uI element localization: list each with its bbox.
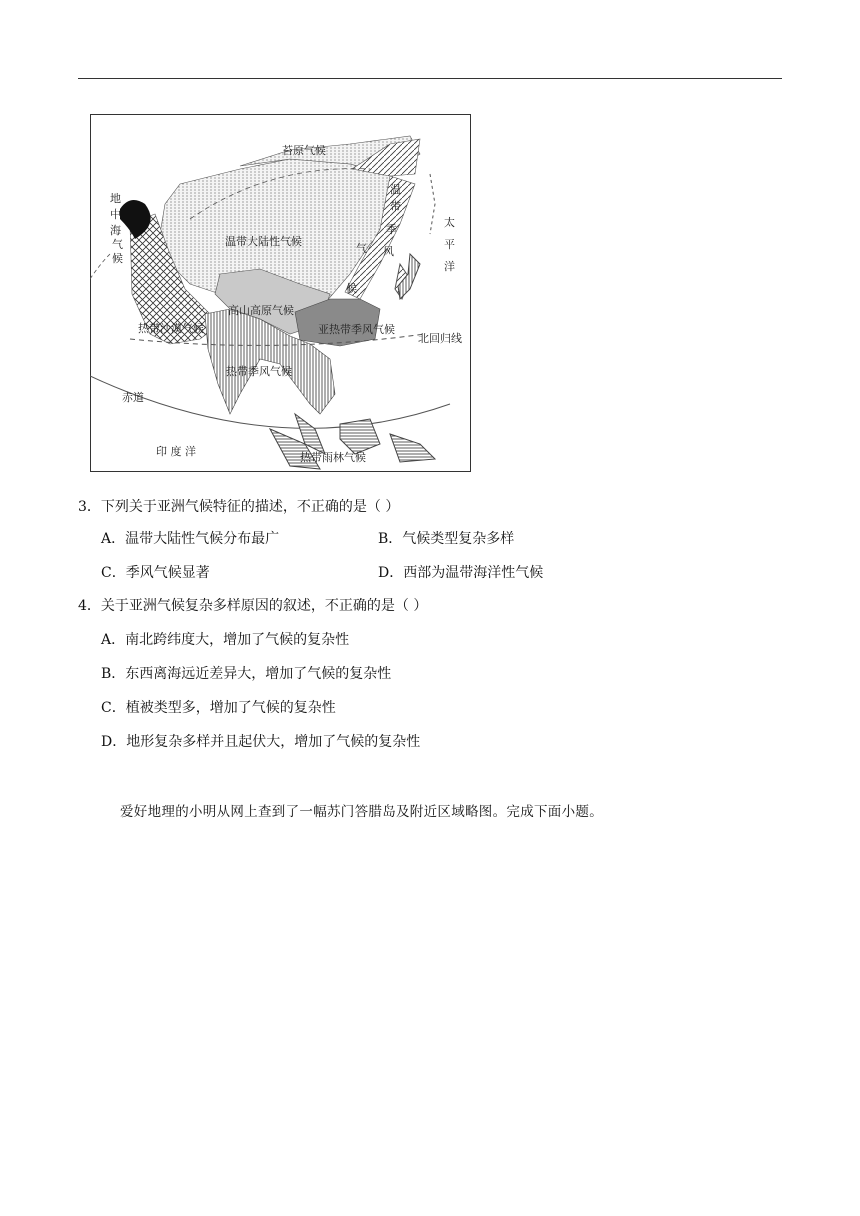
label-temperate-monsoon-1: 温 [390,183,401,196]
option-3b[interactable]: B．气候类型复杂多样 [378,531,515,547]
option-3a[interactable]: A．温带大陆性气候分布最广 [101,531,280,547]
label-temperate-monsoon-4: 风 [383,245,394,258]
label-temperate-continental: 温带大陆性气候 [225,235,302,248]
option-4b[interactable]: B．东西离海远近差异大，增加了气候的复杂性 [101,666,392,682]
intro-paragraph: 爱好地理的小明从网上查到了一幅苏门答腊岛及附近区域略图。完成下面小题。 [120,804,603,820]
option-4c[interactable]: C．植被类型多，增加了气候的复杂性 [101,700,336,716]
option-4a[interactable]: A．南北跨纬度大，增加了气候的复杂性 [101,632,350,648]
label-temperate-monsoon-5: 气 [356,242,367,255]
label-subtropical-monsoon: 亚热带季风气候 [318,323,395,336]
label-mediterranean-3: 海 [110,224,121,237]
option-3d[interactable]: D．西部为温带海洋性气候 [378,565,544,581]
label-pacific-1: 太 [444,216,455,229]
label-mediterranean-1: 地 [110,192,121,205]
label-pacific-3: 洋 [444,260,455,273]
question-stem: 下列关于亚洲气候特征的描述，不正确的是（ ） [100,499,400,515]
header-rule [78,78,782,79]
label-indian-ocean: 印 度 洋 [156,445,196,458]
label-tropical-rainforest: 热带雨林气候 [300,451,366,464]
question-stem: 关于亚洲气候复杂多样原因的叙述，不正确的是（ ） [100,598,428,614]
question-3 [78,498,399,516]
label-equator: 赤道 [122,391,144,404]
option-4d[interactable]: D．地形复杂多样并且起伏大，增加了气候的复杂性 [101,734,421,750]
label-pacific-2: 平 [444,238,455,251]
label-tropical-monsoon: 热带季风气候 [226,365,292,378]
label-mediterranean-5: 候 [112,252,123,265]
question-number: 4． [78,598,101,614]
asia-climate-map [90,114,471,472]
label-mediterranean-4: 气 [112,238,123,251]
question-4 [78,597,427,615]
question-number: 3． [78,499,101,515]
label-mediterranean-2: 中 [110,208,121,221]
label-temperate-monsoon-6: 候 [346,282,357,295]
label-tundra: 苔原气候 [282,144,326,157]
label-highland: 高山高原气候 [228,304,294,317]
option-3c[interactable]: C．季风气候显著 [101,565,210,581]
label-tropic-of-cancer: 北回归线 [418,332,462,345]
label-tropical-desert: 热带沙漠气候 [138,322,204,335]
label-temperate-monsoon-2: 带 [390,200,401,213]
label-temperate-monsoon-3: 季 [386,223,397,236]
